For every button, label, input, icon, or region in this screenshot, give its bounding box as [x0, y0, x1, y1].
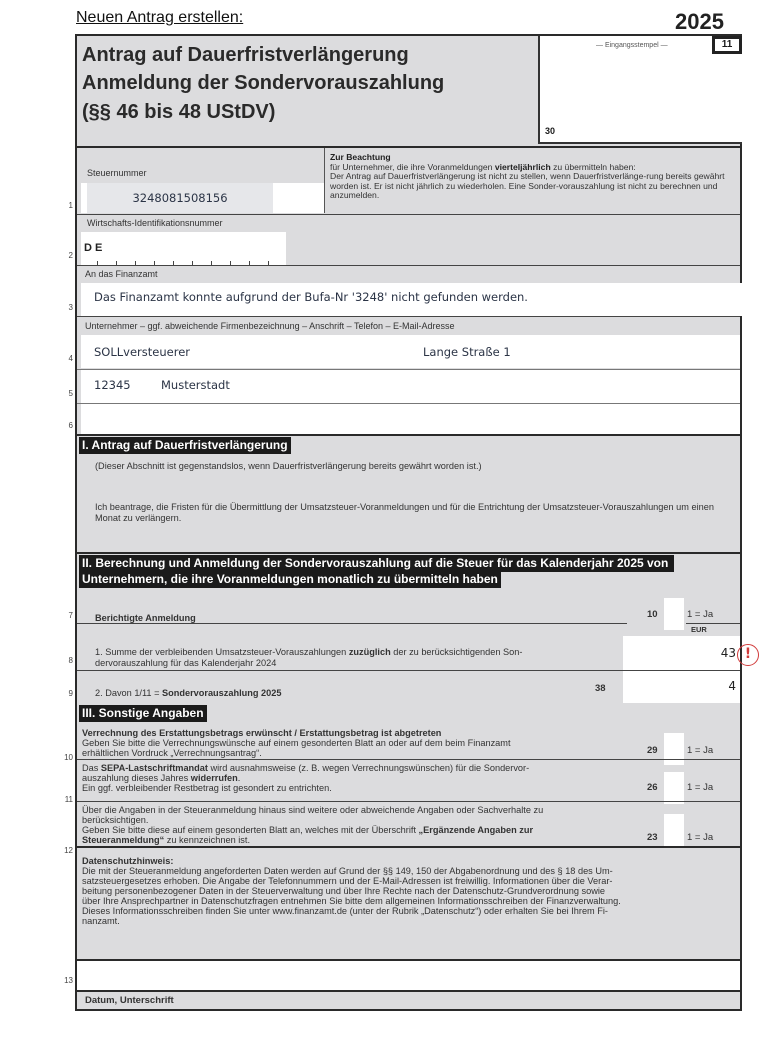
tax-form — [75, 34, 742, 1011]
new-request-link[interactable]: Neuen Antrag erstellen: — [76, 9, 244, 26]
section-3-heading: III. Sonstige Angaben — [79, 705, 207, 722]
datenschutz-line: beitung personenbezogener Daten in der Steuerverwaltung und über Ihre Rechte nach der Datenschutz-Grundverordnung sowie — [82, 886, 605, 896]
stamp-label: — Eingangsstempel — — [596, 42, 668, 49]
davon-label: 2. Davon 1/11 = Sondervorauszahlung 2025 — [95, 688, 282, 698]
unternehmer-line-4[interactable] — [81, 335, 740, 368]
warning-icon[interactable]: ! — [737, 644, 759, 666]
unternehmer-line-6[interactable] — [81, 404, 740, 434]
title-line-2: Anmeldung der Sondervorauszahlung — [82, 72, 445, 94]
line-number: 1 — [68, 201, 73, 210]
ja-hint: 1 = Ja — [687, 609, 714, 620]
line-number: 7 — [68, 611, 73, 620]
sepa-text-1: Das SEPA-Lastschriftmandat wird ausnahmsweise (z. B. wegen Verrechnungswünschen) für die Sondervor- — [82, 763, 530, 773]
divider — [77, 552, 740, 554]
datenschutz-line: satzsteuergesetzes erhoben. Die Angabe der Telefonnummern und der E-Mail-Adressen ist freiwillig. Informationen über die Verar- — [82, 876, 613, 886]
divider — [77, 214, 740, 215]
signature-label: Datum, Unterschrift — [85, 995, 174, 1006]
divider — [686, 623, 740, 624]
verrechnung-text-2: erhältlichen Vordruck „Verrechnungsantrag“. — [82, 748, 262, 758]
signature-field[interactable] — [77, 961, 740, 990]
berichtigt-checkbox[interactable] — [664, 598, 684, 630]
steuernummer-input[interactable] — [87, 183, 273, 213]
section-1-text: Ich beantrage, die Fristen für die Übermittlung der Umsatzsteuer-Voranmeldungen und für die Entrichtung der Umsatzsteuer-Vorauszahlungen um einen Monat zu verlängern. — [95, 502, 714, 523]
widnr-prefix: D E — [84, 242, 103, 254]
kz-10: 10 — [647, 609, 658, 620]
line-number: 4 — [68, 354, 73, 363]
sepa-checkbox[interactable] — [664, 772, 684, 804]
divider — [77, 316, 740, 317]
davon-amount-input[interactable]: 4 — [623, 671, 740, 703]
widnr-label: Wirtschafts-Identifikationsnummer — [87, 218, 223, 228]
divider — [77, 846, 740, 848]
form-title — [77, 36, 538, 144]
line-number: 6 — [68, 421, 73, 430]
line-number: 8 — [68, 656, 73, 665]
ergaenzend-text-4: Steueranmeldung“ zu kennzeichnen ist. — [82, 835, 251, 845]
ergaenzend-text-2: berücksichtigen. — [82, 815, 149, 825]
sepa-text-3: Ein ggf. verbleibender Restbetrag ist gesondert zu entrichten. — [82, 783, 332, 793]
summe-label: 1. Summe der verbleibenden Umsatzsteuer-Vorauszahlungen zuzüglich der zu berücksichtigenden Son- dervorauszahlung für das Kalenderjahr 2024 — [95, 647, 523, 668]
section-1-note: (Dieser Abschnitt ist gegenstandslos, wenn Dauerfristverlängerung bereits gewährt worden ist.) — [95, 461, 482, 471]
summe-amount-input[interactable]: 43 — [623, 636, 740, 670]
finanzamt-label: An das Finanzamt — [85, 269, 158, 279]
datenschutz-title: Datenschutzhinweis: — [82, 856, 174, 866]
ergaenzend-checkbox[interactable] — [664, 814, 684, 848]
beachtung-title: Zur Beachtung — [330, 152, 391, 162]
zip-code: 12345 — [94, 378, 131, 392]
beachtung-bold: vierteljährlich — [494, 161, 551, 172]
title-line-1: Antrag auf Dauerfristverlängerung — [82, 44, 409, 66]
beachtung-text: zu übermitteln haben: — [550, 161, 636, 172]
line-number: 12 — [64, 846, 73, 855]
kz-29: 29 — [647, 745, 658, 756]
beachtung-text: für Unternehmer, die ihre Voranmeldungen — [330, 161, 495, 172]
unternehmer-line-5[interactable] — [81, 370, 740, 403]
steuernummer-value: 3248081508156 — [132, 191, 228, 205]
section-2-heading-1: II. Berechnung und Anmeldung der Sondervorauszahlung auf die Steuer für das Kalenderjahr 2025 von — [79, 555, 674, 572]
divider — [77, 801, 740, 802]
street-address: Lange Straße 1 — [423, 345, 511, 359]
line-number: 11 — [64, 795, 73, 804]
steuernummer-label: Steuernummer — [87, 168, 147, 178]
datenschutz-line: über Ihre Ansprechpartner in Datenschutzfragen entnehmen Sie bitte dem allgemeinen Informationsschreiben der Finanzverwaltung. — [82, 896, 621, 906]
divider — [77, 623, 627, 624]
divider — [77, 990, 740, 992]
title-line-3: (§§ 46 bis 48 UStDV) — [82, 101, 276, 123]
stamp-number: 30 — [545, 126, 556, 136]
divider — [77, 759, 740, 760]
verrechnung-text-1: Geben Sie bitte die Verrechnungswünsche auf einem gesonderten Blatt an oder auf dem beim Finanzamt — [82, 738, 511, 748]
divider — [77, 265, 740, 266]
verrechnung-checkbox[interactable] — [664, 733, 684, 765]
form-year: 2025 — [675, 9, 724, 34]
ja-hint: 1 = Ja — [687, 782, 714, 793]
section-1-heading: I. Antrag auf Dauerfristverlängerung — [79, 437, 291, 454]
beachtung-note — [324, 148, 740, 213]
line-number: 2 — [68, 251, 73, 260]
finanzamt-value: Das Finanzamt konnte aufgrund der Bufa-Nr '3248' nicht gefunden werden. — [94, 290, 528, 304]
ja-hint: 1 = Ja — [687, 745, 714, 756]
beachtung-text: Der Antrag auf Dauerfristverlängerung ist nicht zu stellen, wenn Dauerfristverlänge-rung bereits gewährt worden ist. Er ist nicht jährlich zu wiederholen. Eine Sonder-vorauszahlung ist nicht zu berechnen und anzumelden. — [330, 171, 725, 201]
city: Musterstadt — [161, 378, 230, 392]
verrechnung-title: Verrechnung des Erstattungsbetrags erwünscht / Erstattungsbetrag ist abgetreten — [82, 728, 442, 738]
form-code: 11 — [712, 36, 742, 54]
kz-38: 38 — [595, 683, 606, 694]
ergaenzend-text-3: Geben Sie bitte diese auf einem gesonderten Blatt an, welches mit der Überschrift „Ergänzende Angaben zur — [82, 825, 534, 835]
ja-hint: 1 = Ja — [687, 832, 714, 843]
receipt-stamp-box — [538, 36, 742, 144]
finanzamt-field[interactable] — [81, 283, 744, 316]
divider — [77, 434, 740, 436]
berichtigt-label: Berichtigte Anmeldung — [95, 613, 196, 623]
datenschutz-line: nanzamt. — [82, 916, 120, 926]
section-2-heading-2: Unternehmern, die ihre Voranmeldungen monatlich zu übermitteln haben — [79, 571, 501, 588]
company-name: SOLLversteuerer — [94, 345, 190, 359]
datenschutz-line: Die mit der Steueranmeldung angeforderten Daten werden auf Grund der §§ 149, 150 der Abgabenordnung und des § 18 des Um- — [82, 866, 613, 876]
currency-label: EUR — [691, 625, 707, 634]
kz-26: 26 — [647, 782, 658, 793]
ergaenzend-text-1: Über die Angaben in der Steueranmeldung hinaus sind weitere oder abweichende Angaben oder Sachverhalte zu — [82, 805, 544, 815]
line-number: 3 — [68, 303, 73, 312]
unternehmer-label: Unternehmer – ggf. abweichende Firmenbezeichnung – Anschrift – Telefon – E-Mail-Adresse — [85, 321, 455, 331]
line-number: 13 — [64, 976, 73, 985]
line-number: 10 — [64, 753, 73, 762]
datenschutz-line: Dieses Informationsschreiben finden Sie unter www.finanzamt.de (unter der Rubrik „Datenschutz“) oder erhalten Sie bei Ihrem Fi- — [82, 906, 608, 916]
line-number: 9 — [68, 689, 73, 698]
sepa-text-2: auszahlung dieses Jahres widerrufen. — [82, 773, 241, 783]
line-number: 5 — [68, 389, 73, 398]
kz-23: 23 — [647, 832, 658, 843]
